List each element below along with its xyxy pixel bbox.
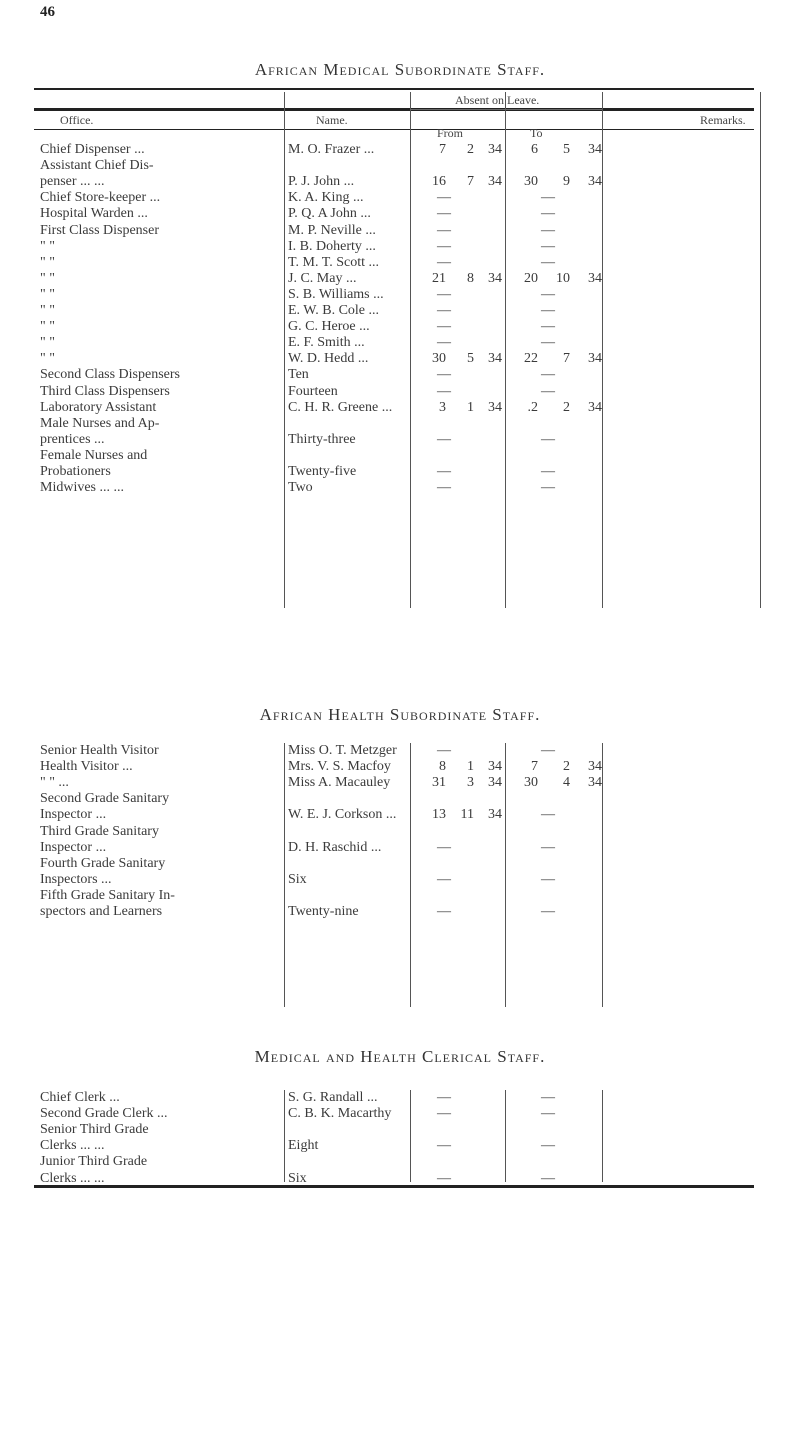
- office-cell: " ": [40, 254, 55, 270]
- column-divider: [410, 1090, 411, 1182]
- name-cell: Miss O. T. Metzger: [288, 743, 397, 758]
- column-divider: [505, 1090, 506, 1182]
- office-cell: Chief Clerk ...: [40, 1090, 120, 1105]
- to-date-part: 30: [524, 174, 538, 190]
- office-cell: " " ...: [40, 775, 69, 791]
- table-rule: [34, 1185, 754, 1188]
- to-date-part: 34: [588, 351, 602, 367]
- to-dash: —: [541, 238, 555, 254]
- office-cell: Probationers: [40, 464, 111, 479]
- from-date-part: 7: [439, 142, 446, 157]
- from-dash: —: [437, 839, 451, 855]
- from-dash: —: [437, 190, 451, 206]
- table-rule: [34, 108, 754, 111]
- office-cell: Fifth Grade Sanitary In-: [40, 887, 175, 903]
- from-date-part: 34: [488, 142, 502, 157]
- from-date-part: 34: [488, 351, 502, 367]
- office-cell: Inspector ...: [40, 807, 107, 823]
- to-date-part: 22: [524, 351, 538, 367]
- header-remarks: Remarks.: [700, 113, 746, 127]
- to-dash: —: [541, 464, 555, 479]
- name-cell: M. O. Frazer ...: [288, 142, 375, 157]
- to-dash: —: [541, 335, 555, 351]
- to-date-part: 34: [588, 174, 602, 190]
- office-cell: Third Grade Sanitary: [40, 823, 159, 839]
- office-cell: Senior Third Grade: [40, 1122, 149, 1138]
- to-date-part: 7: [563, 351, 570, 367]
- to-date-part: 34: [588, 759, 602, 775]
- office-cell: " ": [40, 238, 55, 254]
- header-subrule: [410, 109, 602, 110]
- from-dash: —: [437, 904, 451, 919]
- from-dash: —: [437, 1090, 451, 1105]
- from-date-part: 34: [488, 399, 502, 415]
- to-dash: —: [541, 839, 555, 855]
- office-cell: " ": [40, 351, 55, 367]
- from-date-part: 1: [467, 399, 474, 415]
- to-dash: —: [541, 254, 555, 270]
- from-date-part: 8: [439, 759, 446, 775]
- office-cell: Third Class Dispensers: [40, 383, 170, 399]
- from-dash: —: [437, 303, 451, 318]
- name-cell: Two: [288, 480, 313, 496]
- office-cell: prentices ...: [40, 431, 105, 447]
- name-cell: P. J. John ...: [288, 174, 355, 190]
- to-date-part: 7: [531, 759, 538, 775]
- office-cell: Junior Third Grade: [40, 1154, 148, 1170]
- office-cell: Inspector ...: [40, 839, 107, 855]
- from-dash: —: [437, 871, 451, 887]
- from-dash: —: [437, 367, 451, 383]
- office-cell: " ": [40, 303, 55, 318]
- office-cell: Chief Store-keeper ...: [40, 190, 161, 206]
- column-divider: [284, 743, 285, 1007]
- page-number: 46: [40, 4, 55, 20]
- to-dash: —: [541, 1170, 555, 1186]
- from-date-part: 21: [432, 270, 446, 286]
- from-date-part: 1: [467, 759, 474, 775]
- from-dash: —: [437, 286, 451, 302]
- from-date-part: 30: [432, 351, 446, 367]
- to-dash: —: [541, 286, 555, 302]
- to-date-part: 34: [588, 775, 602, 791]
- from-dash: —: [437, 254, 451, 270]
- from-dash: —: [437, 480, 451, 496]
- section-title: Medical and Health Clerical Staff.: [254, 1047, 546, 1066]
- name-cell: S. B. Williams ...: [288, 286, 384, 302]
- column-divider: [505, 743, 506, 1007]
- from-date-part: 3: [439, 399, 446, 415]
- from-dash: —: [437, 1170, 451, 1186]
- to-date-part: 5: [563, 142, 570, 157]
- header-from: From: [437, 126, 464, 140]
- office-cell: Fourth Grade Sanitary: [40, 855, 166, 871]
- name-cell: Ten: [288, 367, 309, 383]
- header-name: Name.: [316, 113, 348, 127]
- office-cell: Clerks ... ...: [40, 1170, 105, 1186]
- to-dash: —: [541, 206, 555, 222]
- name-cell: I. B. Doherty ...: [288, 238, 376, 254]
- name-cell: W. D. Hedd ...: [288, 351, 369, 367]
- top-rule: [34, 88, 754, 90]
- from-dash: —: [437, 206, 451, 222]
- name-cell: Six: [288, 871, 307, 887]
- office-cell: Health Visitor ...: [40, 759, 133, 775]
- from-dash: —: [437, 1106, 451, 1122]
- from-dash: —: [437, 743, 451, 758]
- from-dash: —: [437, 222, 451, 238]
- from-date-part: 34: [488, 174, 502, 190]
- from-date-part: 8: [467, 270, 474, 286]
- office-cell: Senior Health Visitor: [40, 743, 159, 758]
- column-divider: [760, 92, 761, 608]
- name-cell: S. G. Randall ...: [288, 1090, 378, 1105]
- header-to: To: [530, 126, 543, 140]
- from-date-part: 3: [467, 775, 474, 791]
- column-divider: [602, 743, 603, 1007]
- name-cell: C. H. R. Greene ...: [288, 399, 393, 415]
- name-cell: Fourteen: [288, 383, 338, 399]
- to-date-part: 2: [563, 399, 570, 415]
- office-cell: Inspectors ...: [40, 871, 112, 887]
- from-dash: —: [437, 238, 451, 254]
- office-cell: " ": [40, 270, 55, 286]
- header-office: Office.: [60, 113, 94, 127]
- name-cell: Twenty-five: [288, 464, 357, 479]
- to-date-part: 10: [556, 270, 570, 286]
- office-cell: spectors and Learners: [40, 904, 163, 919]
- to-dash: —: [541, 319, 555, 335]
- column-divider: [284, 92, 285, 608]
- from-dash: —: [437, 383, 451, 399]
- column-divider: [505, 92, 506, 608]
- office-cell: Second Grade Clerk ...: [40, 1106, 168, 1122]
- to-date-part: 2: [563, 759, 570, 775]
- from-dash: —: [437, 335, 451, 351]
- to-date-part: .2: [527, 399, 538, 415]
- from-date-part: 34: [488, 775, 502, 791]
- name-cell: P. Q. A John ...: [288, 206, 371, 222]
- to-dash: —: [541, 190, 555, 206]
- name-cell: G. C. Heroe ...: [288, 319, 370, 335]
- office-cell: Hospital Warden ...: [40, 206, 148, 222]
- name-cell: Thirty-three: [288, 431, 356, 447]
- section-title: African Health Subordinate Staff.: [259, 705, 541, 724]
- from-date-part: 7: [467, 174, 474, 190]
- column-divider: [602, 92, 603, 608]
- name-cell: Six: [288, 1170, 307, 1186]
- office-cell: Assistant Chief Dis-: [40, 158, 154, 174]
- name-cell: K. A. King ...: [288, 190, 364, 206]
- to-dash: —: [541, 383, 555, 399]
- to-dash: —: [541, 1106, 555, 1122]
- from-date-part: 31: [432, 775, 446, 791]
- office-cell: Midwives ... ...: [40, 480, 124, 496]
- office-cell: Laboratory Assistant: [40, 399, 157, 415]
- office-cell: First Class Dispenser: [40, 222, 159, 238]
- name-cell: W. E. J. Corkson ...: [288, 807, 397, 823]
- to-dash: —: [541, 1138, 555, 1154]
- name-cell: J. C. May ...: [288, 270, 357, 286]
- name-cell: Eight: [288, 1138, 319, 1154]
- to-dash: —: [541, 367, 555, 383]
- to-date-part: 6: [531, 142, 538, 157]
- column-divider: [410, 743, 411, 1007]
- name-cell: Twenty-nine: [288, 904, 359, 919]
- from-date-part: 34: [488, 270, 502, 286]
- name-cell: C. B. K. Macarthy: [288, 1106, 392, 1122]
- from-dash: —: [437, 1138, 451, 1154]
- table-rule: [34, 129, 754, 130]
- from-date-part: 5: [467, 351, 474, 367]
- to-dash: —: [541, 904, 555, 919]
- office-cell: " ": [40, 286, 55, 302]
- from-date-part: 11: [460, 807, 474, 823]
- from-date-part: 13: [432, 807, 446, 823]
- column-divider: [602, 1090, 603, 1182]
- office-cell: penser ... ...: [40, 174, 105, 190]
- to-date-part: 34: [588, 270, 602, 286]
- name-cell: Mrs. V. S. Macfoy: [288, 759, 391, 775]
- to-date-part: 30: [524, 775, 538, 791]
- to-dash: —: [541, 222, 555, 238]
- office-cell: " ": [40, 319, 55, 335]
- office-cell: Male Nurses and Ap-: [40, 415, 160, 431]
- from-date-part: 34: [488, 807, 502, 823]
- header-absent-on-leave: Absent on Leave.: [455, 93, 540, 107]
- from-date-part: 16: [432, 174, 446, 190]
- office-cell: " ": [40, 335, 55, 351]
- office-cell: Second Class Dispensers: [40, 367, 180, 383]
- office-cell: Clerks ... ...: [40, 1138, 105, 1154]
- office-cell: Chief Dispenser ...: [40, 142, 145, 157]
- name-cell: Miss A. Macauley: [288, 775, 391, 791]
- office-cell: Second Grade Sanitary: [40, 791, 170, 807]
- from-dash: —: [437, 319, 451, 335]
- to-date-part: 4: [563, 775, 570, 791]
- to-dash: —: [541, 871, 555, 887]
- column-divider: [410, 92, 411, 608]
- name-cell: E. F. Smith ...: [288, 335, 365, 351]
- to-dash: —: [541, 1090, 555, 1105]
- to-date-part: 34: [588, 142, 602, 157]
- name-cell: E. W. B. Cole ...: [288, 303, 380, 318]
- to-dash: —: [541, 480, 555, 496]
- section-title: African Medical Subordinate Staff.: [254, 60, 546, 79]
- to-dash: —: [541, 431, 555, 447]
- name-cell: D. H. Raschid ...: [288, 839, 382, 855]
- to-date-part: 34: [588, 399, 602, 415]
- name-cell: M. P. Neville ...: [288, 222, 376, 238]
- to-date-part: 20: [524, 270, 538, 286]
- from-date-part: 2: [467, 142, 474, 157]
- to-date-part: 9: [563, 174, 570, 190]
- column-divider: [284, 1090, 285, 1182]
- office-cell: Female Nurses and: [40, 447, 148, 463]
- from-dash: —: [437, 431, 451, 447]
- from-date-part: 34: [488, 759, 502, 775]
- to-dash: —: [541, 743, 555, 758]
- name-cell: T. M. T. Scott ...: [288, 254, 379, 270]
- to-dash: —: [541, 303, 555, 318]
- to-dash: —: [541, 807, 555, 823]
- from-dash: —: [437, 464, 451, 479]
